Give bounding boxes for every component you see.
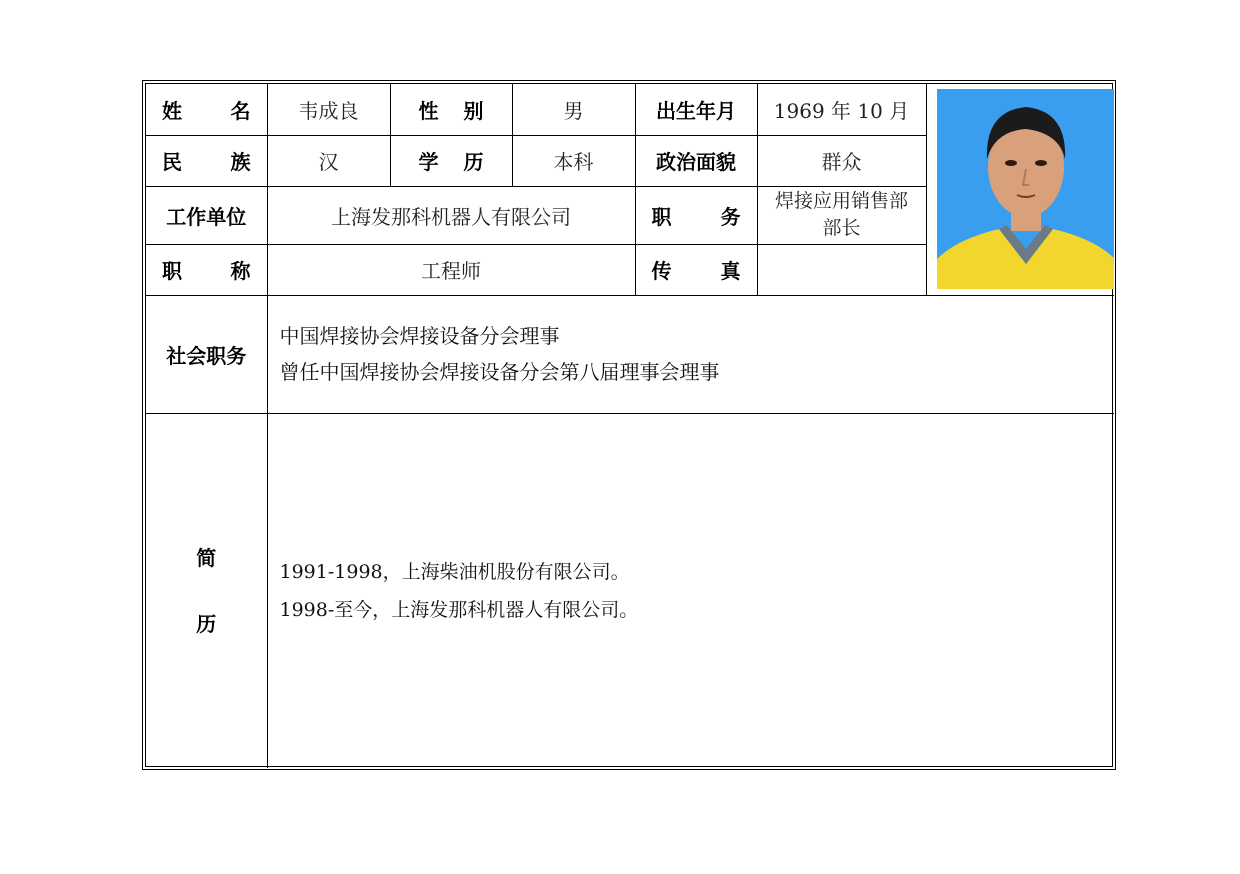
profile-card-outer-border [142,80,1116,770]
label-position: 职 务 [635,186,757,244]
value-birth: 1969 年 10 月 [757,84,926,135]
value-position [757,186,926,244]
label-social: 社会职务 [146,295,267,413]
value-social [267,295,1114,413]
value-political: 群众 [757,135,926,186]
row-name [146,84,1114,135]
value-fax [757,244,926,295]
label-fax: 传 真 [635,244,757,295]
social-duty-1: 中国焊接协会焊接设备分会理事 [279,324,560,348]
social-duty-2: 曾任中国焊接协会焊接设备分会第八届理事会理事 [279,360,720,384]
label-title: 职 称 [146,244,267,295]
value-title: 工程师 [267,244,635,295]
profile-table [146,84,1114,768]
portrait-photo [937,89,1115,289]
label-resume: 简 历 [146,413,267,768]
label-ethnicity: 民 族 [146,135,267,186]
value-employer: 上海发那科机器人有限公司 [267,186,635,244]
photo-cell [926,84,1114,295]
value-ethnicity: 汉 [267,135,390,186]
value-name: 韦成良 [267,84,390,135]
value-gender: 男 [512,84,635,135]
label-birth: 出生年月 [635,84,757,135]
row-resume [146,413,1114,768]
row-social [146,295,1114,413]
resume-entry-2: 1998-至今，上海发那科机器人有限公司。 [279,598,639,621]
label-political: 政治面貌 [635,135,757,186]
position-line-1: 焊接应用销售部 [774,190,908,212]
portrait-illustration [937,89,1115,289]
resume-entry-1: 1991-1998，上海柴油机股份有限公司。 [279,560,630,583]
position-line-2: 部长 [822,217,861,239]
value-education: 本科 [512,135,635,186]
label-education: 学 历 [390,135,512,186]
label-employer: 工作单位 [146,186,267,244]
label-gender: 性 别 [390,84,512,135]
label-name: 姓 名 [146,84,267,135]
profile-card-inner-border [145,83,1113,767]
value-resume [267,413,1114,768]
